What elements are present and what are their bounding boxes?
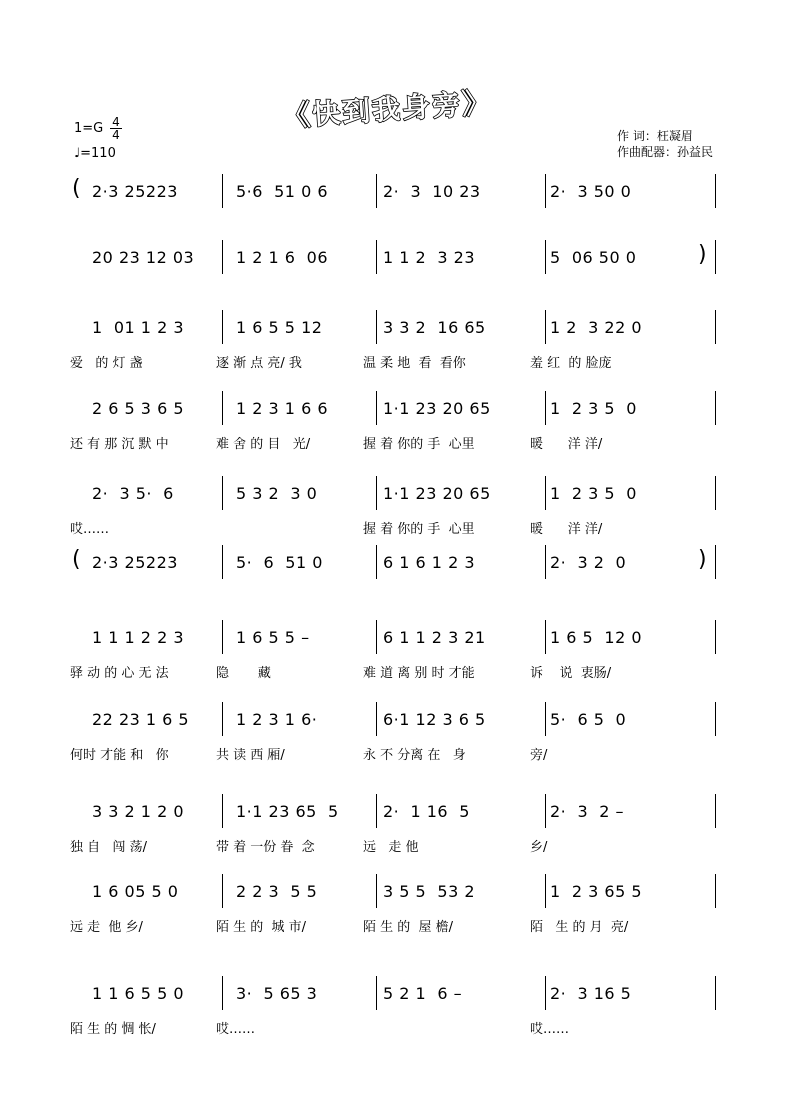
barline	[545, 702, 546, 736]
measure: 1 6 5 12 0	[550, 628, 643, 647]
measure: 6 1 1 2 3 21	[383, 628, 486, 647]
repeat-open-paren: (	[72, 176, 82, 201]
measure: 1 2 3 5 0	[550, 484, 637, 503]
lyric-line: 握 着 你的 手 心里	[363, 522, 475, 537]
measure: 1 2 3 65 5	[550, 882, 643, 901]
barline	[376, 310, 377, 344]
notes-row	[70, 980, 715, 1010]
barline	[715, 794, 716, 828]
barline	[376, 976, 377, 1010]
measure: 2· 3 50 0	[550, 182, 632, 201]
barline	[545, 794, 546, 828]
measure: 1 2 3 1 6·	[236, 710, 318, 729]
lyric-line: 逐 渐 点 亮/ 我	[216, 356, 302, 371]
measure: 22 23 1 6 5	[92, 710, 190, 729]
tempo-value: =110	[80, 146, 116, 161]
measure: 3 3 2 1 2 0	[92, 802, 185, 821]
barline	[715, 620, 716, 654]
song-title	[281, 85, 502, 134]
lyric-line: 隐 藏	[216, 666, 271, 681]
lyric-line: 羞 红 的 脸庞	[530, 356, 612, 371]
credits	[617, 128, 713, 160]
lyric-line: 乡/	[530, 840, 548, 855]
measure: 5 3 2 3 0	[236, 484, 318, 503]
measure: 3· 5 65 3	[236, 984, 318, 1003]
barline	[222, 476, 223, 510]
barline	[376, 702, 377, 736]
lyric-line: 陌 生 的 月 亮/	[530, 920, 629, 935]
lyric-line: 暖 洋 洋/	[530, 522, 603, 537]
measure: 5· 6 5 0	[550, 710, 627, 729]
barline	[222, 976, 223, 1010]
barline	[376, 874, 377, 908]
barline	[376, 620, 377, 654]
barline	[545, 240, 546, 274]
lyric-line: 爱 的 灯 盏	[70, 356, 143, 371]
measure: 2· 3 16 5	[550, 984, 632, 1003]
repeat-open-paren: (	[72, 547, 82, 572]
measure: 1·1 23 65 5	[236, 802, 339, 821]
repeat-close-paren: )	[698, 242, 708, 267]
measure: 6·1 12 3 6 5	[383, 710, 486, 729]
barline	[376, 794, 377, 828]
barline	[545, 174, 546, 208]
time-signature	[110, 116, 122, 141]
barline	[715, 391, 716, 425]
lyric-line: 难 舍 的 目 光/	[216, 437, 311, 452]
lyric-line: 旁/	[530, 748, 548, 763]
measure: 1 6 05 5 0	[92, 882, 179, 901]
measure: 1 2 3 22 0	[550, 318, 643, 337]
lyric-line: 远 走 他 乡/	[70, 920, 143, 935]
notes-row	[70, 480, 715, 510]
measure: 5· 6 51 0	[236, 553, 323, 572]
barline	[222, 620, 223, 654]
barline	[545, 310, 546, 344]
composer-credit: 作曲配器：孙益民	[617, 145, 714, 159]
measure: 2·3 25223	[92, 182, 178, 201]
notes-row	[70, 244, 715, 274]
measure: 1 01 1 2 3	[92, 318, 185, 337]
lyric-line: 温 柔 地 看 看你	[363, 356, 466, 371]
barline	[222, 794, 223, 828]
quarter-note-icon: ♩	[74, 146, 81, 161]
barline	[715, 240, 716, 274]
barline	[222, 310, 223, 344]
measure: 2· 3 5· 6	[92, 484, 174, 503]
barline	[715, 476, 716, 510]
barline	[222, 545, 223, 579]
barline	[715, 174, 716, 208]
notes-row	[70, 878, 715, 908]
lyric-line: 哎……	[530, 1022, 570, 1037]
lyric-line: 还 有 那 沉 默 中	[70, 437, 169, 452]
notes-row	[70, 798, 715, 828]
barline	[715, 874, 716, 908]
lyric-line: 共 读 西 厢/	[216, 748, 285, 763]
measure: 1 1 2 3 23	[383, 248, 476, 267]
repeat-close-paren: )	[698, 547, 708, 572]
measure: 1 2 3 1 6 6	[236, 399, 329, 418]
barline	[715, 976, 716, 1010]
barline	[715, 310, 716, 344]
measure: 1 2 1 6 06	[236, 248, 329, 267]
barline	[715, 702, 716, 736]
measure: 1 6 5 5 –	[236, 628, 310, 647]
lyric-line: 难 道 离 别 时 才能	[363, 666, 475, 681]
notes-row	[70, 549, 715, 579]
barline	[545, 620, 546, 654]
key-signature: 1=G	[74, 121, 104, 136]
lyric-line: 陌 生 的 屋 檐/	[363, 920, 454, 935]
measure: 2 2 3 5 5	[236, 882, 318, 901]
barline	[222, 391, 223, 425]
lyric-line: 陌 生 的 城 市/	[216, 920, 307, 935]
measure: 2 6 5 3 6 5	[92, 399, 185, 418]
barline	[376, 240, 377, 274]
measure: 2· 3 10 23	[383, 182, 481, 201]
notes-row	[70, 314, 715, 344]
lyric-line: 带 着 一份 眷 念	[216, 840, 315, 855]
notes-row	[70, 178, 715, 208]
barline	[376, 174, 377, 208]
measure: 1 6 5 5 12	[236, 318, 323, 337]
lyric-line: 暖 洋 洋/	[530, 437, 603, 452]
measure: 6 1 6 1 2 3	[383, 553, 476, 572]
measure: 2· 3 2 0	[550, 553, 627, 572]
barline	[222, 240, 223, 274]
measure: 3 3 2 16 65	[383, 318, 486, 337]
measure: 20 23 12 03	[92, 248, 195, 267]
measure: 1·1 23 20 65	[383, 399, 491, 418]
song-title-text: 《快到我身旁》	[281, 85, 494, 134]
barline	[545, 476, 546, 510]
lyric-line: 远 走 他	[363, 840, 419, 855]
lyric-line: 哎……	[70, 522, 110, 537]
lyricist-credit: 作 词：枉凝眉	[617, 129, 693, 143]
measure: 5·6 51 0 6	[236, 182, 329, 201]
barline	[222, 874, 223, 908]
barline	[376, 545, 377, 579]
measure: 1 1 1 2 2 3	[92, 628, 185, 647]
time-signature-bottom: 4	[110, 128, 122, 141]
measure: 5 2 1 6 –	[383, 984, 463, 1003]
time-signature-top: 4	[112, 115, 120, 129]
lyric-line: 驿 动 的 心 无 法	[70, 666, 169, 681]
lyric-line: 握 着 你的 手 心里	[363, 437, 475, 452]
measure: 1 1 6 5 5 0	[92, 984, 185, 1003]
measure: 1·1 23 20 65	[383, 484, 491, 503]
measure: 5 06 50 0	[550, 248, 637, 267]
barline	[545, 874, 546, 908]
barline	[545, 545, 546, 579]
barline	[715, 545, 716, 579]
lyric-line: 陌 生 的 惆 怅/	[70, 1022, 156, 1037]
measure: 2· 1 16 5	[383, 802, 470, 821]
barline	[545, 391, 546, 425]
measure: 2·3 25223	[92, 553, 178, 572]
notes-row	[70, 706, 715, 736]
lyric-line: 哎……	[216, 1022, 256, 1037]
measure: 2· 3 2 –	[550, 802, 625, 821]
notes-row	[70, 624, 715, 654]
barline	[545, 976, 546, 1010]
barline	[376, 391, 377, 425]
barline	[376, 476, 377, 510]
lyric-line: 诉 说 衷肠/	[530, 666, 612, 681]
barline	[222, 174, 223, 208]
measure: 1 2 3 5 0	[550, 399, 637, 418]
lyric-line: 何时 才能 和 你	[70, 748, 169, 763]
notes-row	[70, 395, 715, 425]
lyric-line: 独 自 闯 荡/	[70, 840, 148, 855]
lyric-line: 永 不 分离 在 身	[363, 748, 466, 763]
measure: 3 5 5 53 2	[383, 882, 476, 901]
barline	[222, 702, 223, 736]
tempo-marking	[74, 146, 116, 161]
